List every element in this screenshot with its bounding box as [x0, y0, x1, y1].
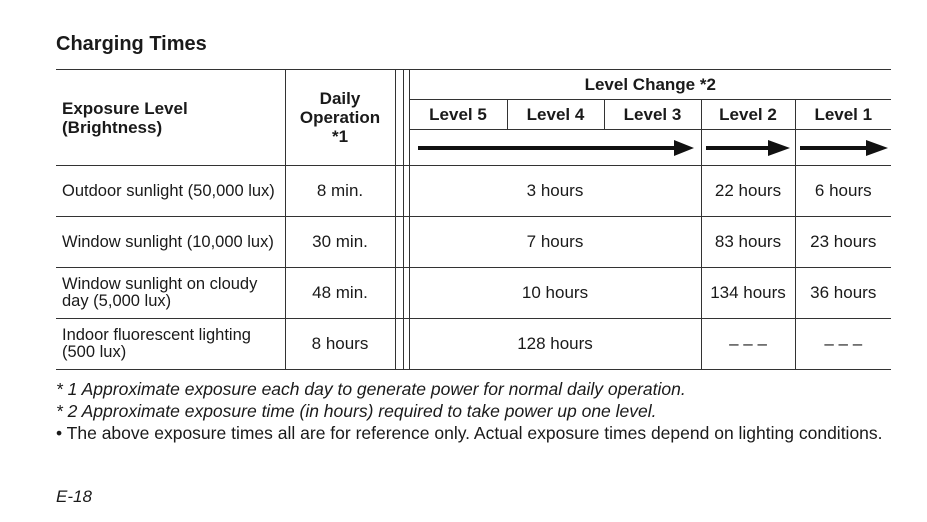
table-row: [56, 166, 891, 217]
header-separator: [395, 70, 403, 166]
header-daily-operation: Daily Operation *1: [285, 70, 395, 166]
footnote-1: * 1 Approximate exposure each day to generate power for normal daily operation.: [56, 379, 686, 399]
level-2-cell: – – –: [701, 319, 795, 370]
arrow-level-1: [795, 130, 891, 166]
daily-cell: 48 min.: [285, 268, 395, 319]
right-arrow-icon: [410, 138, 702, 158]
right-arrow-icon: [796, 138, 892, 158]
header-level-4: Level 4: [507, 100, 604, 130]
separator-cell: [395, 319, 403, 370]
table-row: [56, 319, 891, 370]
exposure-cell: Window sunlight (10,000 lux): [56, 217, 285, 268]
level-1-cell: 6 hours: [795, 166, 891, 217]
daily-cell: 8 hours: [285, 319, 395, 370]
exposure-cell: Outdoor sunlight (50,000 lux): [56, 166, 285, 217]
header-level-5: Level 5: [409, 100, 507, 130]
header-exposure-level: Exposure Level (Brightness): [56, 70, 285, 166]
levels-5-3-cell: 3 hours: [409, 166, 701, 217]
levels-5-3-cell: 7 hours: [409, 217, 701, 268]
level-1-cell: – – –: [795, 319, 891, 370]
levels-5-3-cell: 10 hours: [409, 268, 701, 319]
separator-cell: [395, 166, 403, 217]
levels-5-3-cell: 128 hours: [409, 319, 701, 370]
level-2-cell: 83 hours: [701, 217, 795, 268]
page-number: E-18: [56, 487, 92, 506]
exposure-cell: Indoor fluorescent lighting (500 lux): [56, 319, 285, 370]
separator-cell: [395, 217, 403, 268]
header-level-3: Level 3: [604, 100, 701, 130]
separator-cell: [395, 268, 403, 319]
header-level-2: Level 2: [701, 100, 795, 130]
right-arrow-icon: [702, 138, 796, 158]
charging-times-table: [56, 69, 891, 370]
table-row: [56, 268, 891, 319]
header-level-1: Level 1: [795, 100, 891, 130]
daily-cell: 30 min.: [285, 217, 395, 268]
level-2-cell: 134 hours: [701, 268, 795, 319]
footnote-2: * 2 Approximate exposure time (in hours) required to take power up one level.: [56, 401, 657, 421]
footnotes: [56, 378, 896, 444]
daily-cell: 8 min.: [285, 166, 395, 217]
charging-times-table-wrap: [56, 69, 891, 370]
reference-note: • The above exposure times all are for reference only. Actual exposure times depend on lighting conditions.: [56, 423, 883, 443]
level-1-cell: 23 hours: [795, 217, 891, 268]
level-2-cell: 22 hours: [701, 166, 795, 217]
level-1-cell: 36 hours: [795, 268, 891, 319]
page-title: Charging Times: [56, 33, 207, 55]
header-level-change: Level Change *2: [409, 70, 891, 100]
arrow-levels-5-3: [409, 130, 701, 166]
exposure-cell: Window sunlight on cloudy day (5,000 lux): [56, 268, 285, 319]
table-row: [56, 217, 891, 268]
arrow-level-2: [701, 130, 795, 166]
